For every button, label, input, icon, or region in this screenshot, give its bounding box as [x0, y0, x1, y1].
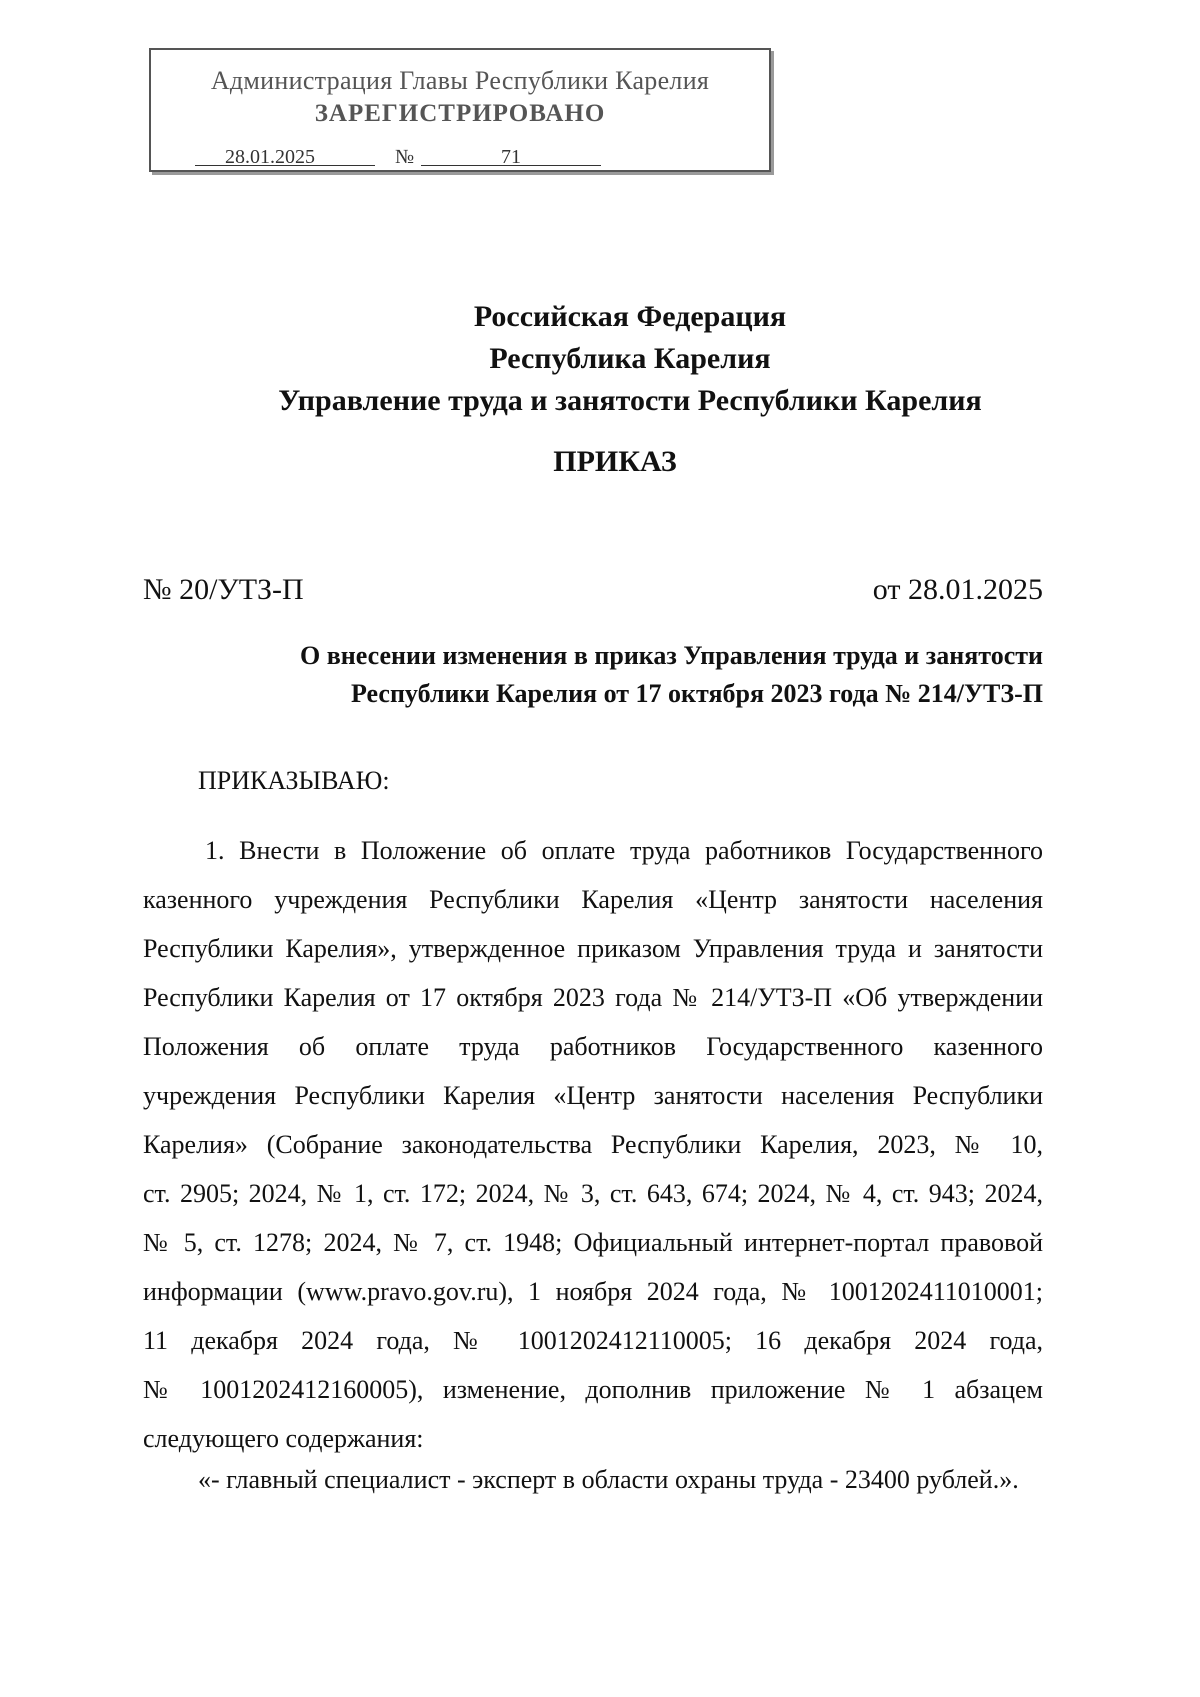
body-line: Республики Карелия от 17 октября 2023 года № 214/УТЗ-П «Об утверждении	[143, 983, 1043, 1012]
body-line: учреждения Республики Карелия «Центр занятости населения Республики	[143, 1081, 1043, 1110]
body-line: Положения об оплате труда работников Государственного казенного	[143, 1032, 1043, 1061]
body-line: 1. Внести в Положение об оплате труда работников Государственного	[205, 836, 1043, 865]
stamp-date: 28.01.2025	[225, 146, 315, 168]
body-line: информации (www.pravo.gov.ru), 1 ноября 2024 года, № 1001202411010001;	[143, 1277, 1043, 1306]
header-country: Российская Федерация	[473, 300, 787, 333]
body-line: № 5, ст. 1278; 2024, № 7, ст. 1948; Официальный интернет-портал правовой	[143, 1228, 1043, 1257]
document-date: от 28.01.2025	[872, 573, 1043, 606]
stamp-registration-line	[195, 146, 749, 168]
stamp-number-sign: №	[395, 146, 415, 168]
header-republic: Республика Карелия	[489, 342, 771, 375]
body-line: следующего содержания:	[143, 1424, 424, 1453]
body-line: 11 декабря 2024 года, № 1001202412110005; 16 декабря 2024 года,	[143, 1326, 1043, 1355]
body-line: № 1001202412160005), изменение, дополнив приложение № 1 абзацем	[143, 1375, 1043, 1404]
document-type-title: ПРИКАЗ	[553, 445, 677, 478]
body-line: казенного учреждения Республики Карелия «Центр занятости населения	[143, 885, 1043, 914]
stamp-number: 71	[501, 146, 521, 168]
document-number: № 20/УТЗ-П	[143, 573, 304, 606]
document-subject	[143, 637, 1043, 713]
stamp-organization: Администрация Главы Республики Карелия	[210, 66, 710, 95]
amendment-quote: «- главный специалист - эксперт в области охраны труда - 23400 рублей.».	[198, 1465, 1019, 1494]
stamp-status: ЗАРЕГИСТРИРОВАНО	[314, 100, 606, 127]
document-body	[143, 826, 1043, 1463]
document-header	[0, 296, 1200, 422]
subject-line-1: О внесении изменения в приказ Управления труда и занятости	[300, 641, 1043, 670]
subject-line-2: Республики Карелия от 17 октября 2023 года № 214/УТЗ-П	[351, 679, 1043, 708]
registration-stamp	[149, 48, 771, 172]
order-word: ПРИКАЗЫВАЮ:	[198, 766, 390, 795]
header-agency: Управление труда и занятости Республики Карелия	[278, 384, 982, 417]
body-line: Карелия» (Собрание законодательства Республики Карелия, 2023, № 10,	[143, 1130, 1043, 1159]
body-line: Республики Карелия», утвержденное приказом Управления труда и занятости	[143, 934, 1043, 963]
body-line: ст. 2905; 2024, № 1, ст. 172; 2024, № 3, ст. 643, 674; 2024, № 4, ст. 943; 2024,	[143, 1179, 1043, 1208]
